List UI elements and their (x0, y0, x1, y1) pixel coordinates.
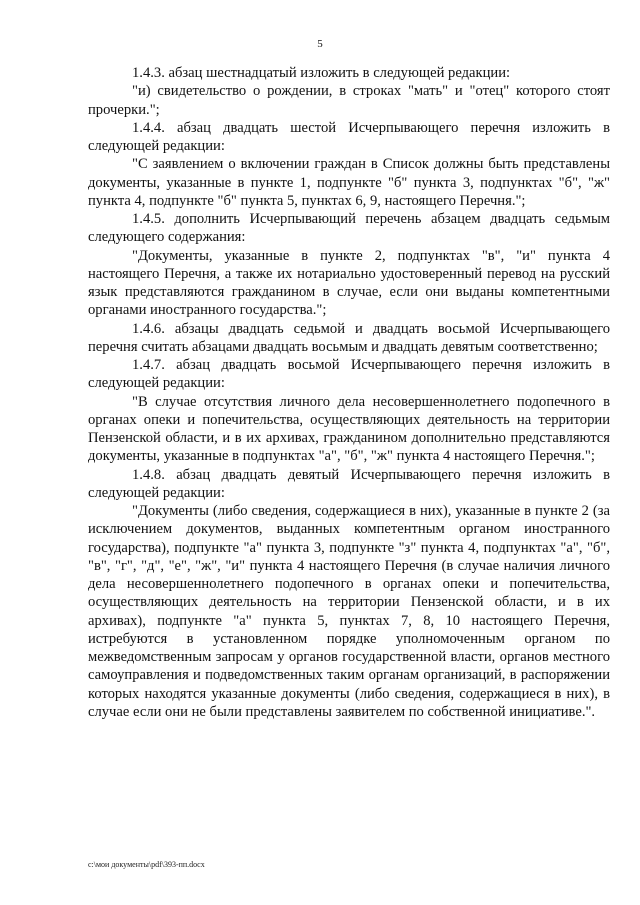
quote-application-documents: "С заявлением о включении граждан в Список должны быть представлены документы, указанные в пункте 1, подпункте "б" пункта 3, подпунктах "б", "ж" пункта 4, подпункте "б" пункта 5, пунктах 6, 9, настоящего Перечня."; (88, 156, 610, 209)
paragraph-1-4-6: 1.4.6. абзацы двадцать седьмой и двадцать восьмой Исчерпывающего перечня считать абзацами двадцать восьмым и двадцать девятым соответственно; (88, 320, 610, 355)
paragraph-1-4-7: 1.4.7. абзац двадцать восьмой Исчерпывающего перечня изложить в следующей редакции: (88, 357, 610, 392)
quote-foreign-documents: "Документы, указанные в пункте 2, подпунктах "в", "и" пункта 4 настоящего Перечня, а также их нотариально удостоверенный перевод на русский язык представляются гражданином в случае, если они выданы компетентными органами иностранного государства."; (88, 247, 610, 319)
paragraph-1-4-4: 1.4.4. абзац двадцать шестой Исчерпывающего перечня изложить в следующей редакции: (88, 119, 610, 154)
quote-item-i: "и) свидетельство о рождении, в строках "мать" и "отец" которого стоят прочерки."; (88, 83, 610, 118)
document-body (88, 64, 610, 721)
paragraph-1-4-5: 1.4.5. дополнить Исчерпывающий перечень абзацем двадцать седьмым следующего содержания: (88, 211, 610, 246)
quote-interagency-requests: "Документы (либо сведения, содержащиеся в них), указанные в пункте 2 (за исключением документов, выданных компетентным органом иностранного государства), подпункте "а" пункта 3, подпункте "з" пункта 4, подпунктах "а", "б", "в", "г", "д", "е", "ж", "и" пункта 4 настоящего Перечня (в случае наличия личного дела несовершеннолетнего подопечного в органах опеки и попечительства, осуществляющих деятельность на территории Пензенской области, и в их архивах), подпункте "а" пункта 5, пунктах 7, 8, 10 настоящего Перечня, истребуются в установленном порядке уполномоченным органом по межведомственным запросам у органов государственной власти, органов местного самоуправления и подведомственных таким органам организаций, в распоряжении которых находятся указанные документы (либо сведения, содержащиеся в них), в случае если они не были представлены заявителем по собственной инициативе.". (88, 503, 610, 720)
paragraph-1-4-8: 1.4.8. абзац двадцать девятый Исчерпывающего перечня изложить в следующей редакции: (88, 466, 610, 501)
quote-no-personal-file: "В случае отсутствия личного дела несовершеннолетнего подопечного в органах опеки и попечительства, осуществляющих деятельность на территории Пензенской области, и в их архивах, гражданином дополнительно представляются документы, указанные в подпунктах "а", "б", "ж" пункта 4 настоящего Перечня."; (88, 393, 610, 465)
page-number: 5 (317, 38, 323, 50)
paragraph-1-4-3: 1.4.3. абзац шестнадцатый изложить в следующей редакции: (132, 65, 511, 81)
footer-file-path: c:\мои документы\pdf\393-пп.docx (88, 860, 205, 869)
